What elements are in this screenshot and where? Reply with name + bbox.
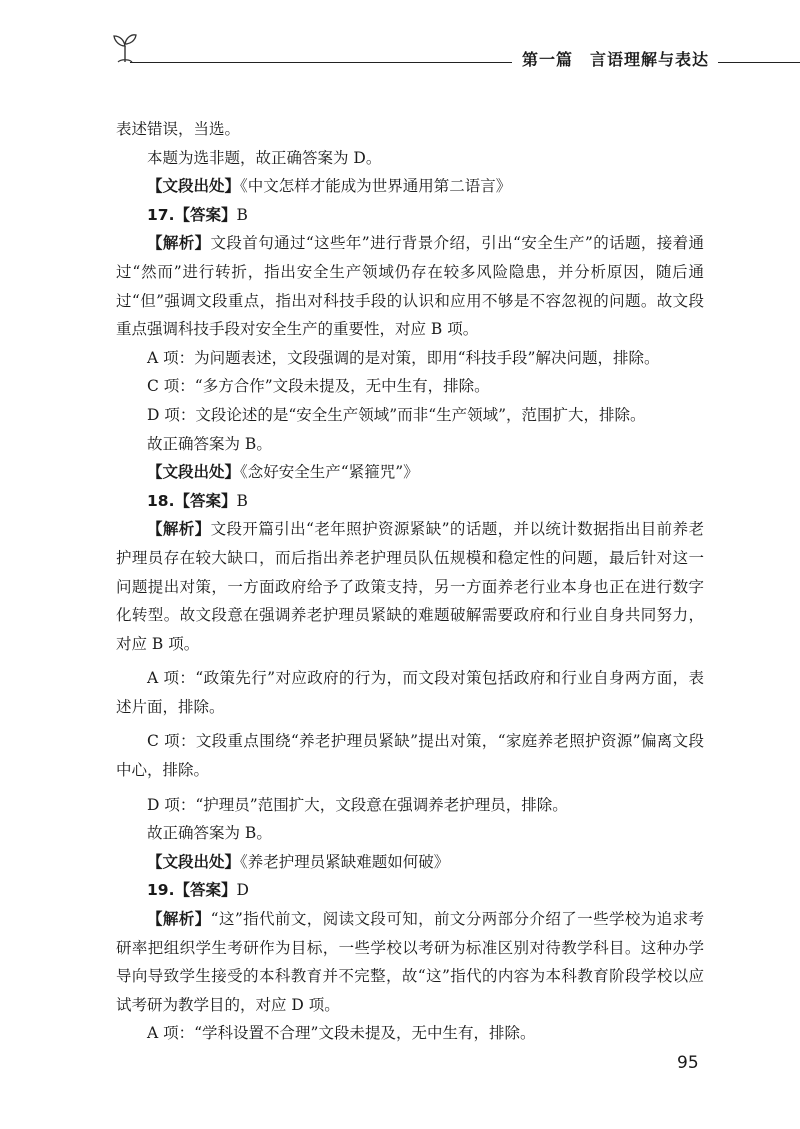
paragraph [116,201,704,230]
header-divider-right [718,62,800,63]
paragraph-text: A 项：“学科设置不合理”文段未提及，无中生有，排除。 [147,1024,536,1043]
paragraph-text: D [236,881,249,900]
paragraph [116,487,704,516]
paragraph [116,458,704,487]
paragraph [116,172,704,201]
paragraph-text: 表述错误，当选。 [116,120,241,138]
paragraph-tag: 【解析】 [147,910,211,929]
paragraph [116,344,704,373]
header-divider-left [130,62,512,63]
paragraph-text: 故正确答案为 B。 [147,434,272,453]
paragraph [116,430,704,459]
paragraph-text: A 项：“政策先行”对应政府的行为，而文段对策包括政府和行业自身两方面，表述片面，排除。 [116,669,704,716]
paragraph [116,664,704,721]
chapter-title: 第一篇 言语理解与表达 [522,50,710,69]
paragraph-text: “这”指代前文，阅读文段可知，前文分两部分介绍了一些学校为追求考研率把组织学生考研作为目标，一些学校以考研为标准区别对待教学科目。这种办学导向导致学生接受的本科教育并不完整，故“这”指代的内容为本科教育阶段学校以应试考研为教学目的，对应 D 项。 [116,910,704,1014]
paragraph-text: 《养老护理员紧缺难题如何破》 [240,852,450,871]
paragraph [116,905,704,1019]
paragraph-tag: 【文段出处】 [147,463,241,482]
paragraph-tag: 18.【答案】 [147,491,237,510]
paragraph-tag: 19.【答案】 [147,881,237,900]
page-body [116,115,704,1048]
paragraph-text: 《念好安全生产“紧箍咒”》 [240,463,419,482]
paragraph-text: 本题为选非题，故正确答案为 D。 [147,148,382,167]
paragraph-tag: 17.【答案】 [147,205,237,224]
paragraph [116,876,704,905]
paragraph [116,1019,704,1048]
paragraph-text: 故正确答案为 B。 [147,824,272,843]
paragraph [116,791,704,820]
paragraph-tag: 【解析】 [147,234,211,253]
paragraph [116,819,704,848]
paragraph-text: 文段首句通过“这些年”进行背景介绍，引出“安全生产”的话题，接着通过“然而”进行转折，指出安全生产领域仍存在较多风险隐患，并分析原因，随后通过“但”强调文段重点，指出对科技手段的认识和应用不够是不容忽视的问题。故文段重点强调科技手段对安全生产的重要性，对应 B 项。 [116,234,704,339]
page-header [0,0,800,80]
page-number: 95 [677,1053,699,1073]
paragraph [116,144,704,173]
paragraph-text: B [236,491,248,510]
paragraph [116,229,704,343]
paragraph-text: A 项：为问题表述，文段强调的是对策，即用“科技手段”解决问题，排除。 [147,348,660,367]
paragraph-tag: 【文段出处】 [147,852,241,871]
paragraph-text: B [236,205,248,224]
paragraph-text: D 项：“护理员”范围扩大，文段意在强调养老护理员，排除。 [147,795,568,814]
paragraph [116,515,704,658]
paragraph [116,848,704,877]
paragraph-tag: 【文段出处】 [147,177,241,196]
paragraph [116,115,704,144]
paragraph [116,401,704,430]
paragraph-text: C 项：“多方合作”文段未提及，无中生有，排除。 [147,377,490,396]
paragraph-text: 《中文怎样才能成为世界通用第二语言》 [240,177,512,196]
paragraph-text: 文段开篇引出“老年照护资源紧缺”的话题，并以统计数据指出目前养老护理员存在较大缺口，而后指出养老护理员队伍规模和稳定性的问题，最后针对这一问题提出对策，一方面政府给予了政策支持，另一方面养老行业本身也正在进行数字化转型。故文段意在强调养老护理员紧缺的难题破解需要政府和行业自身共同努力，对应 B 项。 [116,520,704,653]
paragraph-text: D 项：文段论述的是“安全生产领域”而非“生产领域”，范围扩大，排除。 [147,405,646,424]
paragraph-tag: 【解析】 [147,520,211,539]
paragraph [116,727,704,784]
paragraph [116,372,704,401]
paragraph-text: C 项：文段重点围绕“养老护理员紧缺”提出对策，“家庭养老照护资源”偏离文段中心，排除。 [116,732,704,780]
